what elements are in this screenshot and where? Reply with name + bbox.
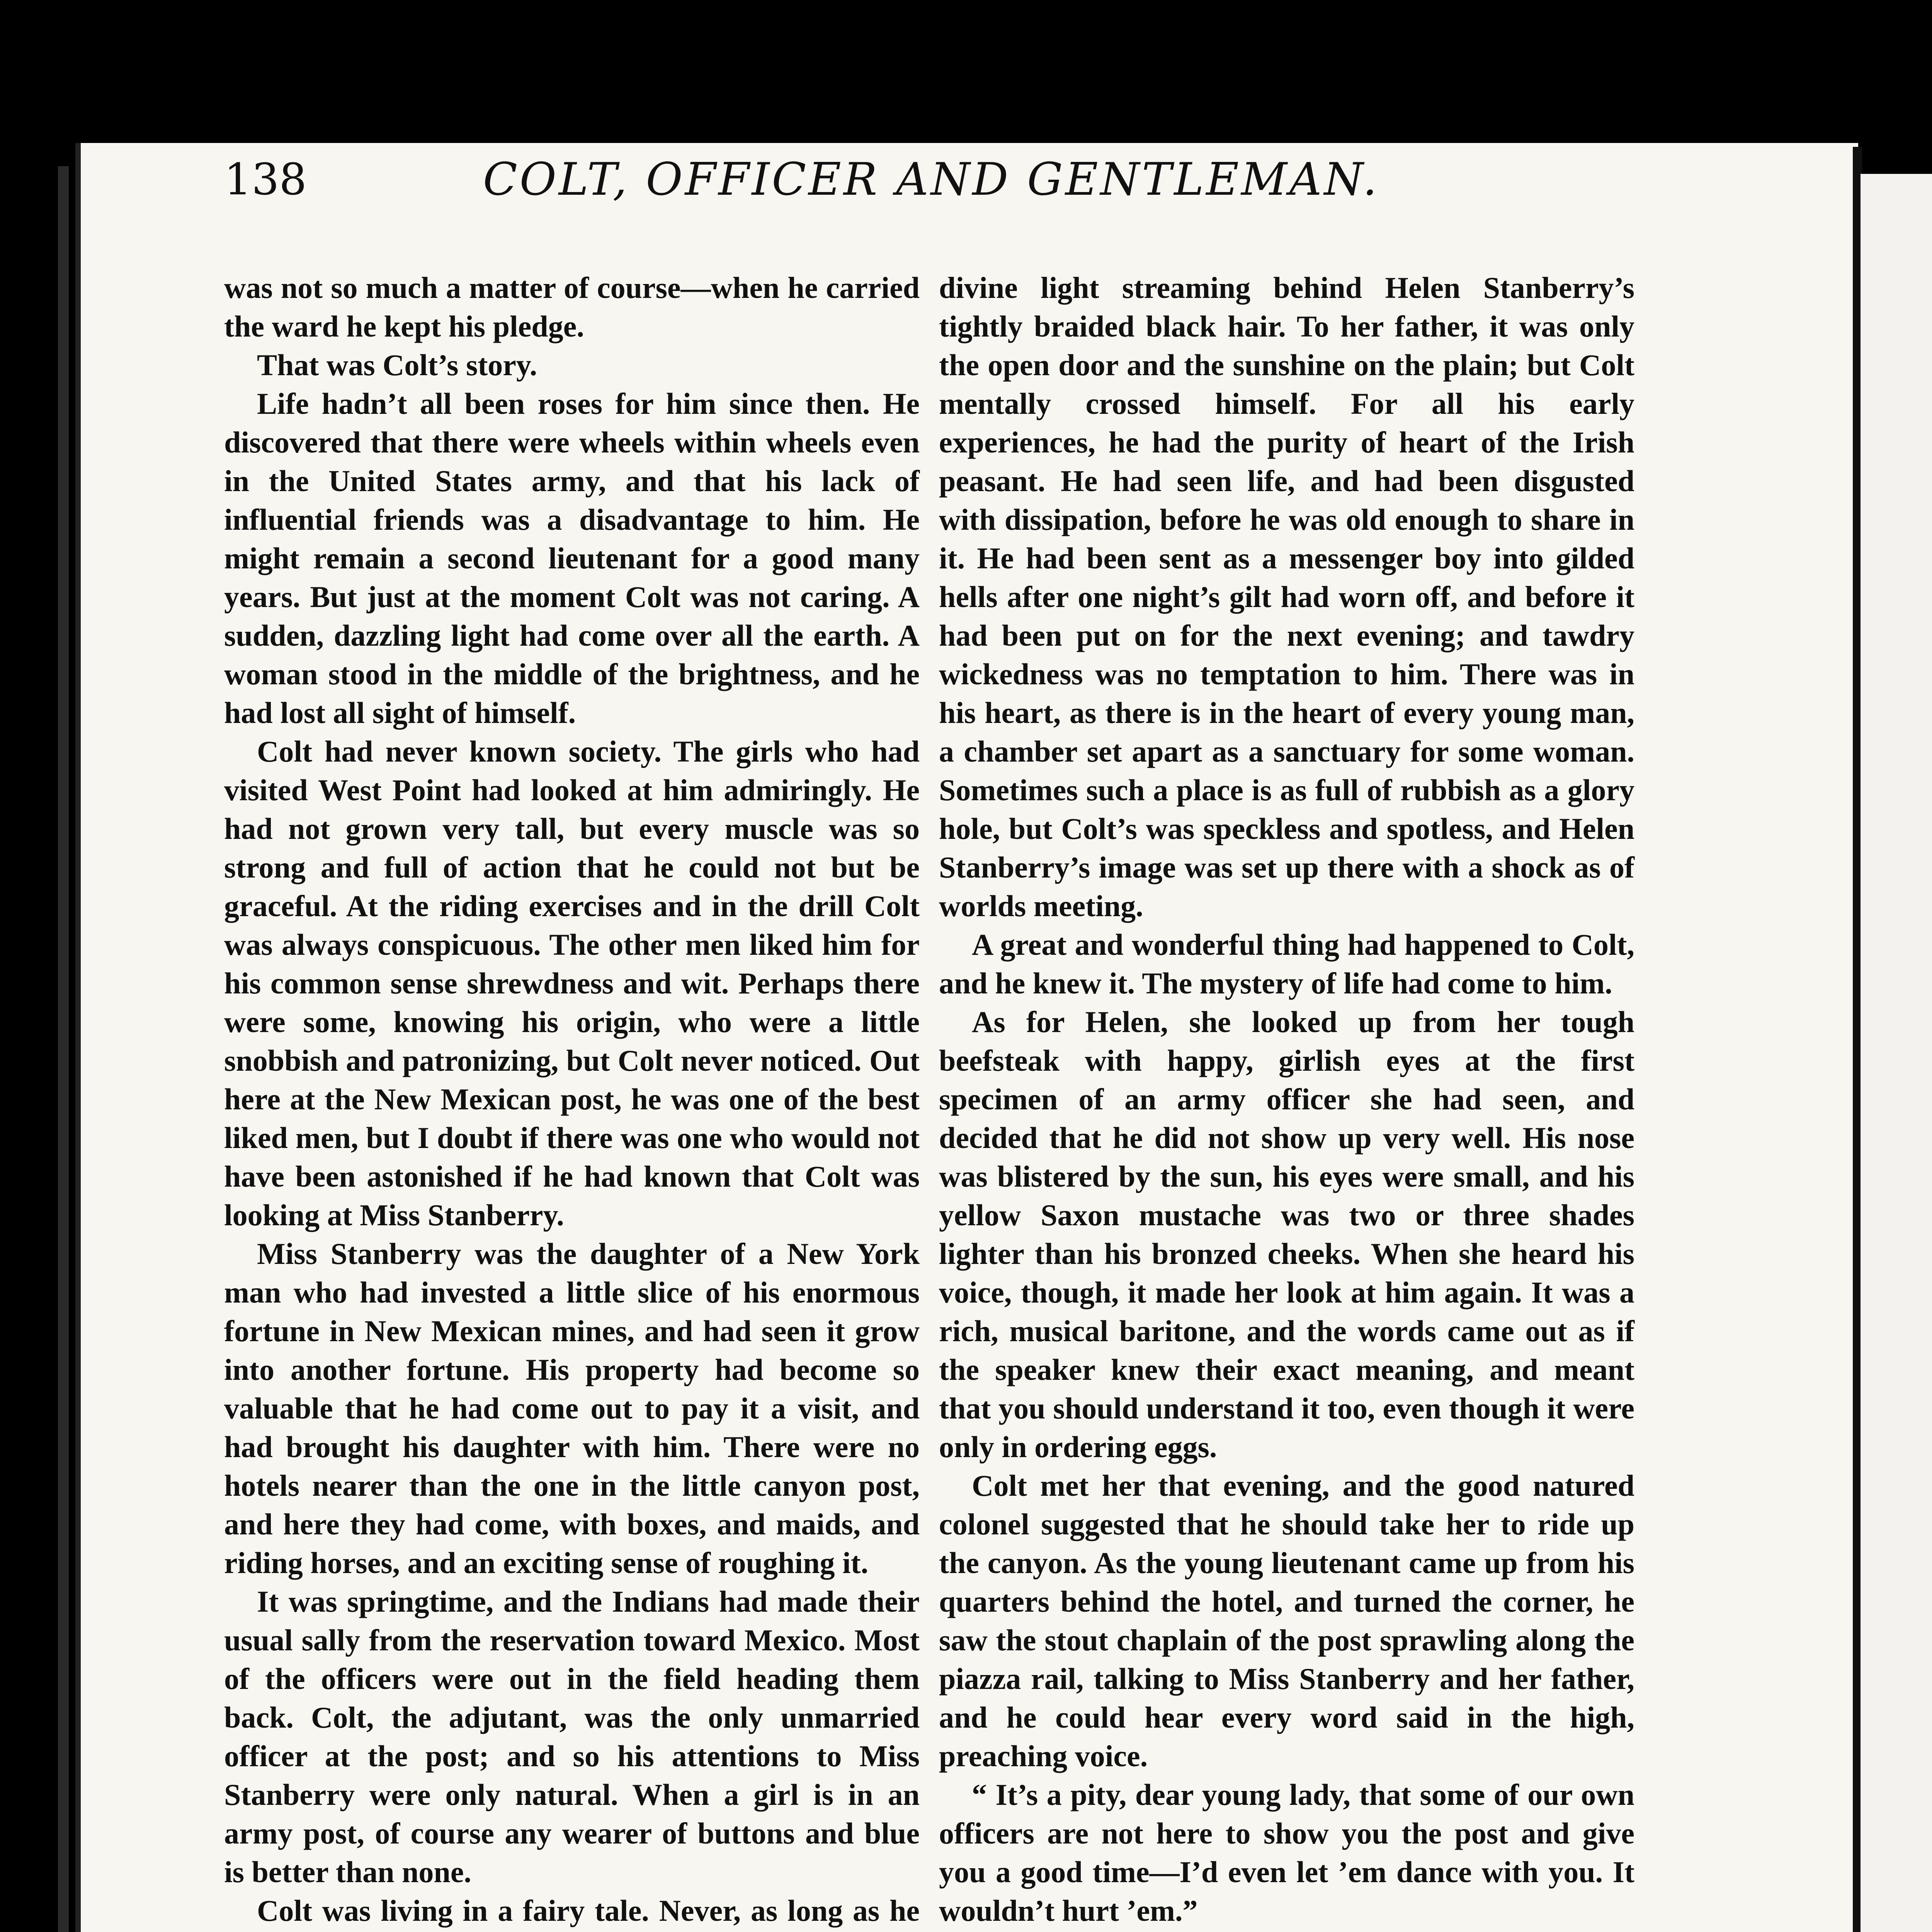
left-text-column	[224, 269, 920, 1932]
page-header	[224, 153, 1499, 218]
page-number: 138	[224, 155, 307, 205]
paragraph: Colt had never known society. The girls who had visited West Point had looked at him admiringly. He had not grown very tall, but every muscle was so strong and full of action that he could not but be graceful. At the riding exercises and in the drill Colt was always conspicuous. The other men liked him for his common sense shrewdness and wit. Perhaps there were some, knowing his origin, who were a little snobbish and patronizing, but Colt never noticed. Out here at the New Mexican post, he was one of the best liked men, but I doubt if there was one who would not have been astonished if he had known that Colt was looking at Miss Stanberry.	[224, 735, 920, 1232]
paragraph: That was Colt’s story.	[257, 348, 537, 382]
paragraph: was not so much a matter of course—when he carried the ward he kept his pledge.	[224, 271, 920, 343]
paragraph: Colt met her that evening, and the good natured colonel suggested that he should take her to ride up the canyon. As the young lieutenant came up from his quarters behind the hotel, and turned the corner, he saw the stout chaplain of the post sprawling along the piazza rail, talking to Miss Stanberry and her father, and he could hear every word said in the high, preaching voice.	[939, 1469, 1634, 1773]
paragraph: A great and wonderful thing had happened to Colt, and he knew it. The mystery of life had come to him.	[939, 928, 1634, 1000]
paragraph: It was springtime, and the Indians had made their usual sally from the reservation toward Mexico. Most of the officers were out in the field heading them back. Colt, the adjutant, was the only unmarried officer at the post; and so his attentions to Miss Stanberry were only natural. When a girl is in an army post, of course any wearer of buttons and blue is better than none.	[224, 1585, 920, 1889]
paragraph: Colt was living in a fairy tale. Never, as long as he	[257, 1894, 920, 1927]
paragraph: “ It’s a pity, dear young lady, that some of our own officers are not here to show you the post and give you a good time—I’d even let ’em dance with you. It wouldn’t hurt ’em.”	[939, 1778, 1634, 1927]
paragraph: divine light streaming behind Helen Stanberry’s tightly braided black hair. To her father, it was only the open door and the sunshine on the plain; but Colt mentally crossed himself. For all his early experiences, he had the purity of heart of the Irish peasant. He had seen life, and had been disgusted with dissipation, before he was old enough to share in it. He had been sent as a messenger boy into gilded hells after one night’s gilt had worn off, and before it had been put on for the next evening; and tawdry wickedness was no temptation to him. There was in his heart, as there is in the heart of every young man, a chamber set apart as a sanctuary for some woman. Sometimes such a place is as full of rubbish as a glory hole, but Colt’s was speckless and spotless, and Helen Stanberry’s image was set up there with a shock as of worlds meeting.	[939, 271, 1634, 923]
paragraph: Miss Stanberry was the daughter of a New York man who had invested a little slice of his enormous fortune in New Mexican mines, and had seen it grow into another fortune. His property had become so valuable that he had come out to pay it a visit, and had brought his daughter with him. There were no hotels nearer than the one in the little canyon post, and here they had come, with boxes, and maids, and riding horses, and an exciting sense of roughing it.	[224, 1237, 920, 1580]
scan-edge	[58, 166, 69, 1932]
paragraph	[939, 1930, 1634, 1932]
right-text-column	[939, 269, 1634, 1932]
running-title: COLT, OFFICER AND GENTLEMAN.	[483, 153, 1379, 206]
facing-page-edge	[1861, 174, 1932, 1932]
paragraph: As for Helen, she looked up from her tough beefsteak with happy, girlish eyes at the first specimen of an army officer she had seen, and decided that he did not show up very well. His nose was blistered by the sun, his eyes were small, and his yellow Saxon mustache was two or three shades lighter than his bronzed cheeks. When she heard his voice, though, it made her look at him again. It was a rich, musical baritone, and the words came out as if the speaker knew their exact meaning, and meant that you should understand it too, even though it were only in ordering eggs.	[939, 1005, 1634, 1464]
paragraph: Life hadn’t all been roses for him since then. He discovered that there were wheels within wheels even in the United States army, and that his lack of influential friends was a disadvantage to him. He might remain a second lieutenant for a good many years. But just at the moment Colt was not caring. A sudden, dazzling light had come over all the earth. A woman stood in the middle of the brightness, and he had lost all sight of himself.	[224, 387, 920, 730]
